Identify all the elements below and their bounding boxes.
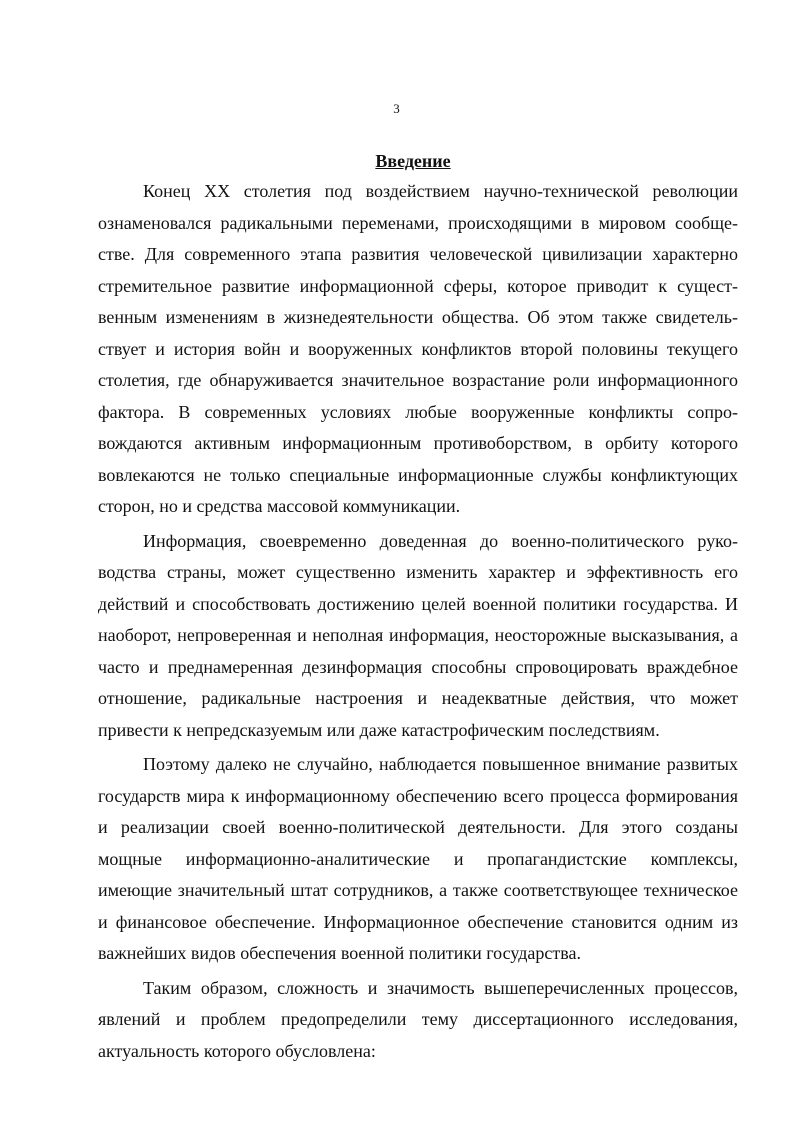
paragraph-4: Таким образом, сложность и значимость вышеперечисленных процессов, явлений и проблем предопределили тему диссертационного исследования, актуальность которого обусловлена: — [98, 977, 738, 1061]
paragraph-2: Информация, своевременно доведенная до военно-политического руководства страны, может существенно изменить характер и эффективность его действий и способствовать достижению целей военной политики государства. И наоборот, непроверенная и неполная информация, неосторожные высказывания, а часто и преднамеренная дезинформация способны спровоцировать враждебное отношение, радикальные настроения и неадекватные действия, что может привести к непредсказуемым или даже катастрофическим последствиям. — [98, 530, 738, 740]
paragraph-3: Поэтому далеко не случайно, наблюдается повышенное внимание развитых государств мира к информационному обеспечению всего процесса формирования и реализации своей военно-политической деятельности. Для этого созданы мощные информационно-аналитические и пропагандистские комплексы, имеющие значительный штат сотрудников, а также соответствующее техническое и финансовое обеспечение. Информационное обеспечение становится одним из важнейших видов обеспечения военной политики государства. — [98, 754, 738, 963]
page-number: 3 — [393, 101, 400, 116]
section-heading: Введение — [375, 151, 451, 171]
paragraph-1: Конец XX столетия под воздействием научно-технической революции ознаменовался радикальными переменами, происходящими в мировом сообществе. Для современного этапа развития человеческой цивилизации характерно стремительное развитие информационной сферы, которое приводит к существенным изменениям в жизнедеятельности общества. Об этом также свидетельствует и история войн и вооруженных конфликтов второй половины текущего столетия, где обнаруживается значительное возрастание роли информационного фактора. В современных условиях любые вооруженные конфликты сопровождаются активным информационным противоборством, в орбиту которого вовлекаются не только специальные информационные службы конфликтующих сторон, но и средства массовой коммуникации. — [98, 181, 738, 516]
body-text — [98, 176, 738, 1067]
